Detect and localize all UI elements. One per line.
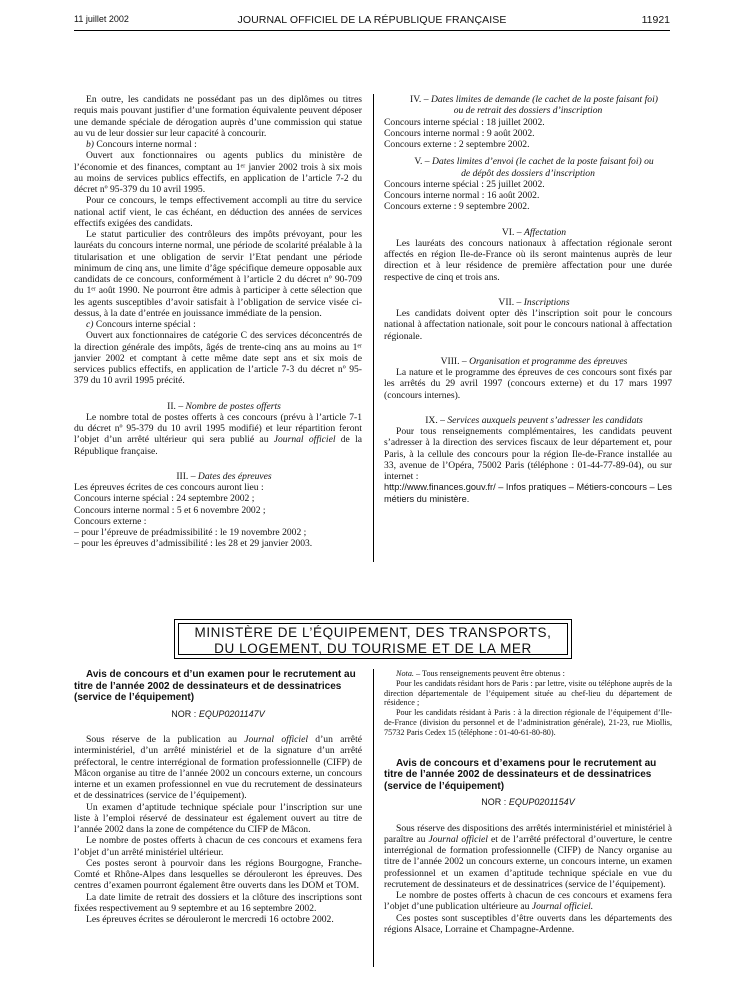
page-number: 11921 [641, 14, 670, 26]
notice-title: Avis de concours et d’un examen pour le recrutement au titre de l’année 2002 de dessinateurs et de dessinatrices (service de l’équipement) [74, 669, 356, 704]
nor-reference [74, 709, 362, 720]
paragraph: Les candidats doivent opter dès l’inscription soit pour le concours national à affectation nationale, soit pour le concours national à affectation régionale. [384, 308, 672, 342]
paragraph: Les lauréats des concours nationaux à affectation régionale seront affectés en région Ile-de-France où ils seront maintenus auprès de leur direction et à leur résidence de première affectation pour une durée respective de cinq et trois ans. [384, 237, 672, 283]
website-link[interactable]: http://www.finances.gouv.fr/ – Infos pratiques – Métiers-concours – Les métiers du ministère. [384, 482, 672, 504]
journal-ref: Journal officiel [273, 434, 336, 446]
journal-ref: Journal officiel [244, 734, 309, 746]
list-item: Concours externe : 2 septembre 2002. [384, 139, 530, 150]
list-item: Concours interne normal : 9 août 2002. [384, 127, 535, 139]
ministry-banner-inner [178, 623, 568, 655]
paragraph: Les épreuves écrites de ces concours auront lieu : [74, 482, 264, 493]
section-heading [384, 415, 672, 426]
section-heading [384, 227, 672, 238]
section-title: Affectation [524, 226, 567, 238]
ministry-banner [174, 619, 572, 659]
column-3 [74, 669, 362, 925]
section-heading [74, 401, 362, 412]
list-item: Concours interne normal : 16 août 2002. [384, 190, 540, 201]
list-item: – pour l’épreuve de préadmissibilité : le 19 novembre 2002 ; [74, 527, 307, 538]
paragraph: Pour ce concours, le temps effectivement accompli au titre du service national actif vient, le cas échéant, en déduction des années de services effectifs exigées des candidats. [74, 195, 362, 229]
paragraph [74, 734, 362, 802]
section-number: III. – [176, 470, 198, 482]
text: d’un arrêté interministériel, d’un arrêté ministériel et de la signature d’un arrêté préfectoral, le centre interrégional de formation professionnelle (CIFP) de Mâcon organise au titre de l’année 2002 un concours externe, un concours interne et un examen professionnel en vue du recrutement de dessinateurs et de dessinatrices (service de l’équipement). [74, 734, 362, 802]
section-heading [74, 471, 362, 482]
section-title: Dates limites d’envoi (le cachet de la poste faisant foi) ou de dépôt des dossiers d’inscription [432, 156, 654, 179]
notice-title: Avis de concours et d’examens pour le recrutement au titre de l’année 2002 de dessinateurs et de dessinatrices (service de l’équipement) [384, 757, 657, 792]
issue-date: 11 juillet 2002 [74, 14, 129, 24]
section-title: Nombre de postes offerts [185, 400, 281, 412]
text: et de l’arrêté préfectoral d’ouverture, le centre interrégional de formation professionnelle (CIFP) de Nancy organise au titre de l’année 2002 un concours externe, un concours interne, un examen professionnel et un examen d’aptitude technique spéciale en vue du recrutement de dessinateurs et de dessinatrices (service de l’équipement). [384, 833, 672, 890]
paragraph [74, 412, 362, 457]
paragraph: Pour tous renseignements complémentaires, les candidats peuvent s’adresser à la direction des services fiscaux de leur département et, pour Paris, à la cellule des concours pour la région Ile-de-France installée au 33, avenue de l’Opéra, 75002 Paris (téléphone : 01-44-77-89-04), ou sur internet : [384, 426, 672, 482]
list-letter: c) [86, 319, 94, 330]
subheading-text: Concours interne normal : [94, 139, 197, 150]
ministry-name-line2: DU LOGEMENT, DU TOURISME ET DE LA MER [214, 640, 532, 656]
section-title: Dates limites de demande (le cachet de la poste faisant foi) ou de retrait des dossiers d’inscription [430, 94, 658, 117]
list-item: – pour les épreuves d’admissibilité : les 28 et 29 janvier 2003. [74, 538, 313, 550]
section-number: VI. – [501, 226, 524, 238]
list-item: Concours interne spécial : 18 juillet 2002. [384, 116, 545, 128]
paragraph: Le statut particulier des contrôleurs des impôts prévoyant, pour les lauréats du concours interne normal, une période de scolarité préalable à la titularisation et une obligation de servir l’Etat pendant une période minimum de cinq ans, une limite d’âge spécifique demeure opposable aux candidats de ce concours, conformément à l’article 2 du décret nº 90-709 du 1ᵉʳ août 1990. Ne pourront être admis à participer à cette sélection que les agents susceptibles d’avoir satisfait à l’obligation de service visée ci-dessus, à la date d’entrée en jouissance immédiate de la pension. [74, 229, 362, 319]
list-item: Concours externe : 9 septembre 2002. [384, 201, 530, 213]
paragraph: Ces postes sont susceptibles d’être ouverts dans les départements des régions Alsace, Lorraine et Champagne-Ardenne. [384, 912, 672, 935]
paragraph [384, 823, 672, 891]
nota [384, 669, 672, 679]
nota-label: Nota. [396, 669, 414, 678]
list-item: Concours interne spécial : 25 juillet 2002. [384, 178, 545, 190]
list-item: Concours externe : [74, 515, 147, 527]
text: Sous réserve des dispositions des arrêtés interministériel et ministériel à paraître au [384, 822, 672, 845]
nor-label: NOR : [171, 708, 199, 719]
section-heading [384, 297, 672, 308]
column-4 [384, 669, 672, 935]
section-number: V. – [414, 156, 432, 168]
text: Sous réserve de la publication au [86, 734, 245, 746]
paragraph: En outre, les candidats ne possédant pas un des diplômes ou titres requis mais pouvant justifier d’une formation équivalente peuvent déposer une demande spéciale de dérogation auprès d’une commission qui statue au vu de leur dossier sur leur capacité à concourir. [74, 94, 362, 139]
paragraph: Un examen d’aptitude technique spéciale pour l’inscription sur une liste à l’emploi réservé de dessinateur est également ouvert au titre de l’année 2002 dans la zone de compétence du CIFP de Mâcon. [74, 801, 362, 836]
nota-paragraph: Pour les candidats résidant à Paris : à la direction régionale de l’équipement d’Ile-de-France (division du personnel et de l’administration générale), 21-23, rue Miollis, 75732 Paris Cedex 15 (téléphone : 01-40-61-80-80). [384, 708, 672, 737]
paragraph: Les épreuves écrites se dérouleront le mercredi 16 octobre 2002. [86, 914, 334, 926]
nor-reference [384, 797, 672, 808]
section-number: VII. – [498, 296, 524, 308]
ministry-name-line1: MINISTÈRE DE L’ÉQUIPEMENT, DES TRANSPORTS, [194, 625, 552, 640]
paragraph: La nature et le programme des épreuves de ces concours sont fixés par les arrêtés du 29 avril 1997 (concours externe) et du 17 mars 1997 (concours internes). [384, 367, 672, 401]
section-number: IX. – [425, 414, 448, 426]
text: Le nombre de postes offerts à chacun de ces concours et examens fera l’objet d’une publication ultérieure au [384, 890, 672, 913]
section-number: II. – [167, 400, 186, 412]
text: Le nombre total de postes offerts à ces concours (prévu à l’article 7-1 du décret nº 95-379 du 10 avril 1995 modifié) et leur répartition feront l’objet d’un arrêté ultérieur qui sera publié au [74, 411, 362, 446]
paragraph [384, 890, 672, 913]
column-1 [74, 94, 362, 550]
header-rule [74, 30, 670, 31]
nor-code: EQUP0201147V [198, 708, 265, 719]
paragraph: La date limite de retrait des dossiers et la clôture des inscriptions sont fixées respectivement au 9 septembre et au 16 septembre 2002. [74, 891, 362, 914]
journal-ref: Journal officiel. [531, 901, 594, 913]
section-number: IV. – [410, 94, 431, 105]
section-heading [384, 94, 672, 117]
nota-text: – Tous renseignements peuvent être obtenus : [413, 669, 565, 678]
nor-label: NOR : [481, 797, 509, 808]
section-number: VIII. – [440, 355, 470, 367]
paragraph: Ouvert aux fonctionnaires ou agents publics du ministère de l’économie et des finances, comptant au 1ᵉʳ janvier 2002 trois à six mois au moins de services publics effectifs, en application de l’article 7-2 du décret nº 95-379 du 10 avril 1995. [74, 150, 362, 195]
paragraph: Ouvert aux fonctionnaires de catégorie C des services déconcentrés de la direction générale des impôts, âgés de trente-cinq ans au moins au 1ᵉʳ janvier 2002 et comptant à cette même date sept ans et six mois de services publics effectifs, en application de l’article 7-3 du décret nº 95-379 du 10 avril 1995 précité. [74, 330, 362, 387]
list-item: Concours interne spécial : 24 septembre 2002 ; [74, 493, 255, 505]
section-heading [384, 156, 672, 179]
list-item: Concours interne normal : 5 et 6 novembre 2002 ; [74, 504, 266, 516]
journal-title: JOURNAL OFFICIEL DE LA RÉPUBLIQUE FRANÇAISE [237, 14, 507, 26]
list-letter: b) [86, 139, 94, 150]
section-title: Dates des épreuves [197, 470, 272, 482]
subheading-text: Concours interne spécial : [93, 319, 196, 330]
paragraph: Ces postes seront à pourvoir dans les régions Bourgogne, Franche-Comté et Rhône-Alpes dans lesquelles se dérouleront les épreuves. Des centres d’examen pourront également être ouverts dans les DOM et TOM. [74, 857, 362, 892]
nor-code: EQUP0201154V [508, 797, 575, 808]
page-header [74, 14, 670, 30]
section-title: Inscriptions [523, 296, 570, 308]
section-title: Services auxquels peuvent s’adresser les candidats [447, 414, 643, 426]
text: de la République française. [74, 434, 362, 457]
section-heading [384, 356, 672, 367]
section-title: Organisation et programme des épreuves [469, 355, 628, 367]
journal-ref: Journal officiel [428, 833, 488, 845]
column-divider-bottom [373, 669, 374, 967]
column-divider-top [373, 94, 374, 562]
paragraph: Le nombre de postes offerts à chacun de ces concours et examens fera l’objet d’un arrêté ministériel ultérieur. [74, 835, 362, 858]
subheading-b [74, 139, 362, 150]
nota-paragraph: Pour les candidats résidant hors de Paris : par lettre, visite ou téléphone auprès de la direction départementale de l’équipement située au chef-lieu du département de résidence ; [384, 678, 672, 708]
subheading-c [74, 319, 362, 330]
column-2 [384, 94, 672, 505]
